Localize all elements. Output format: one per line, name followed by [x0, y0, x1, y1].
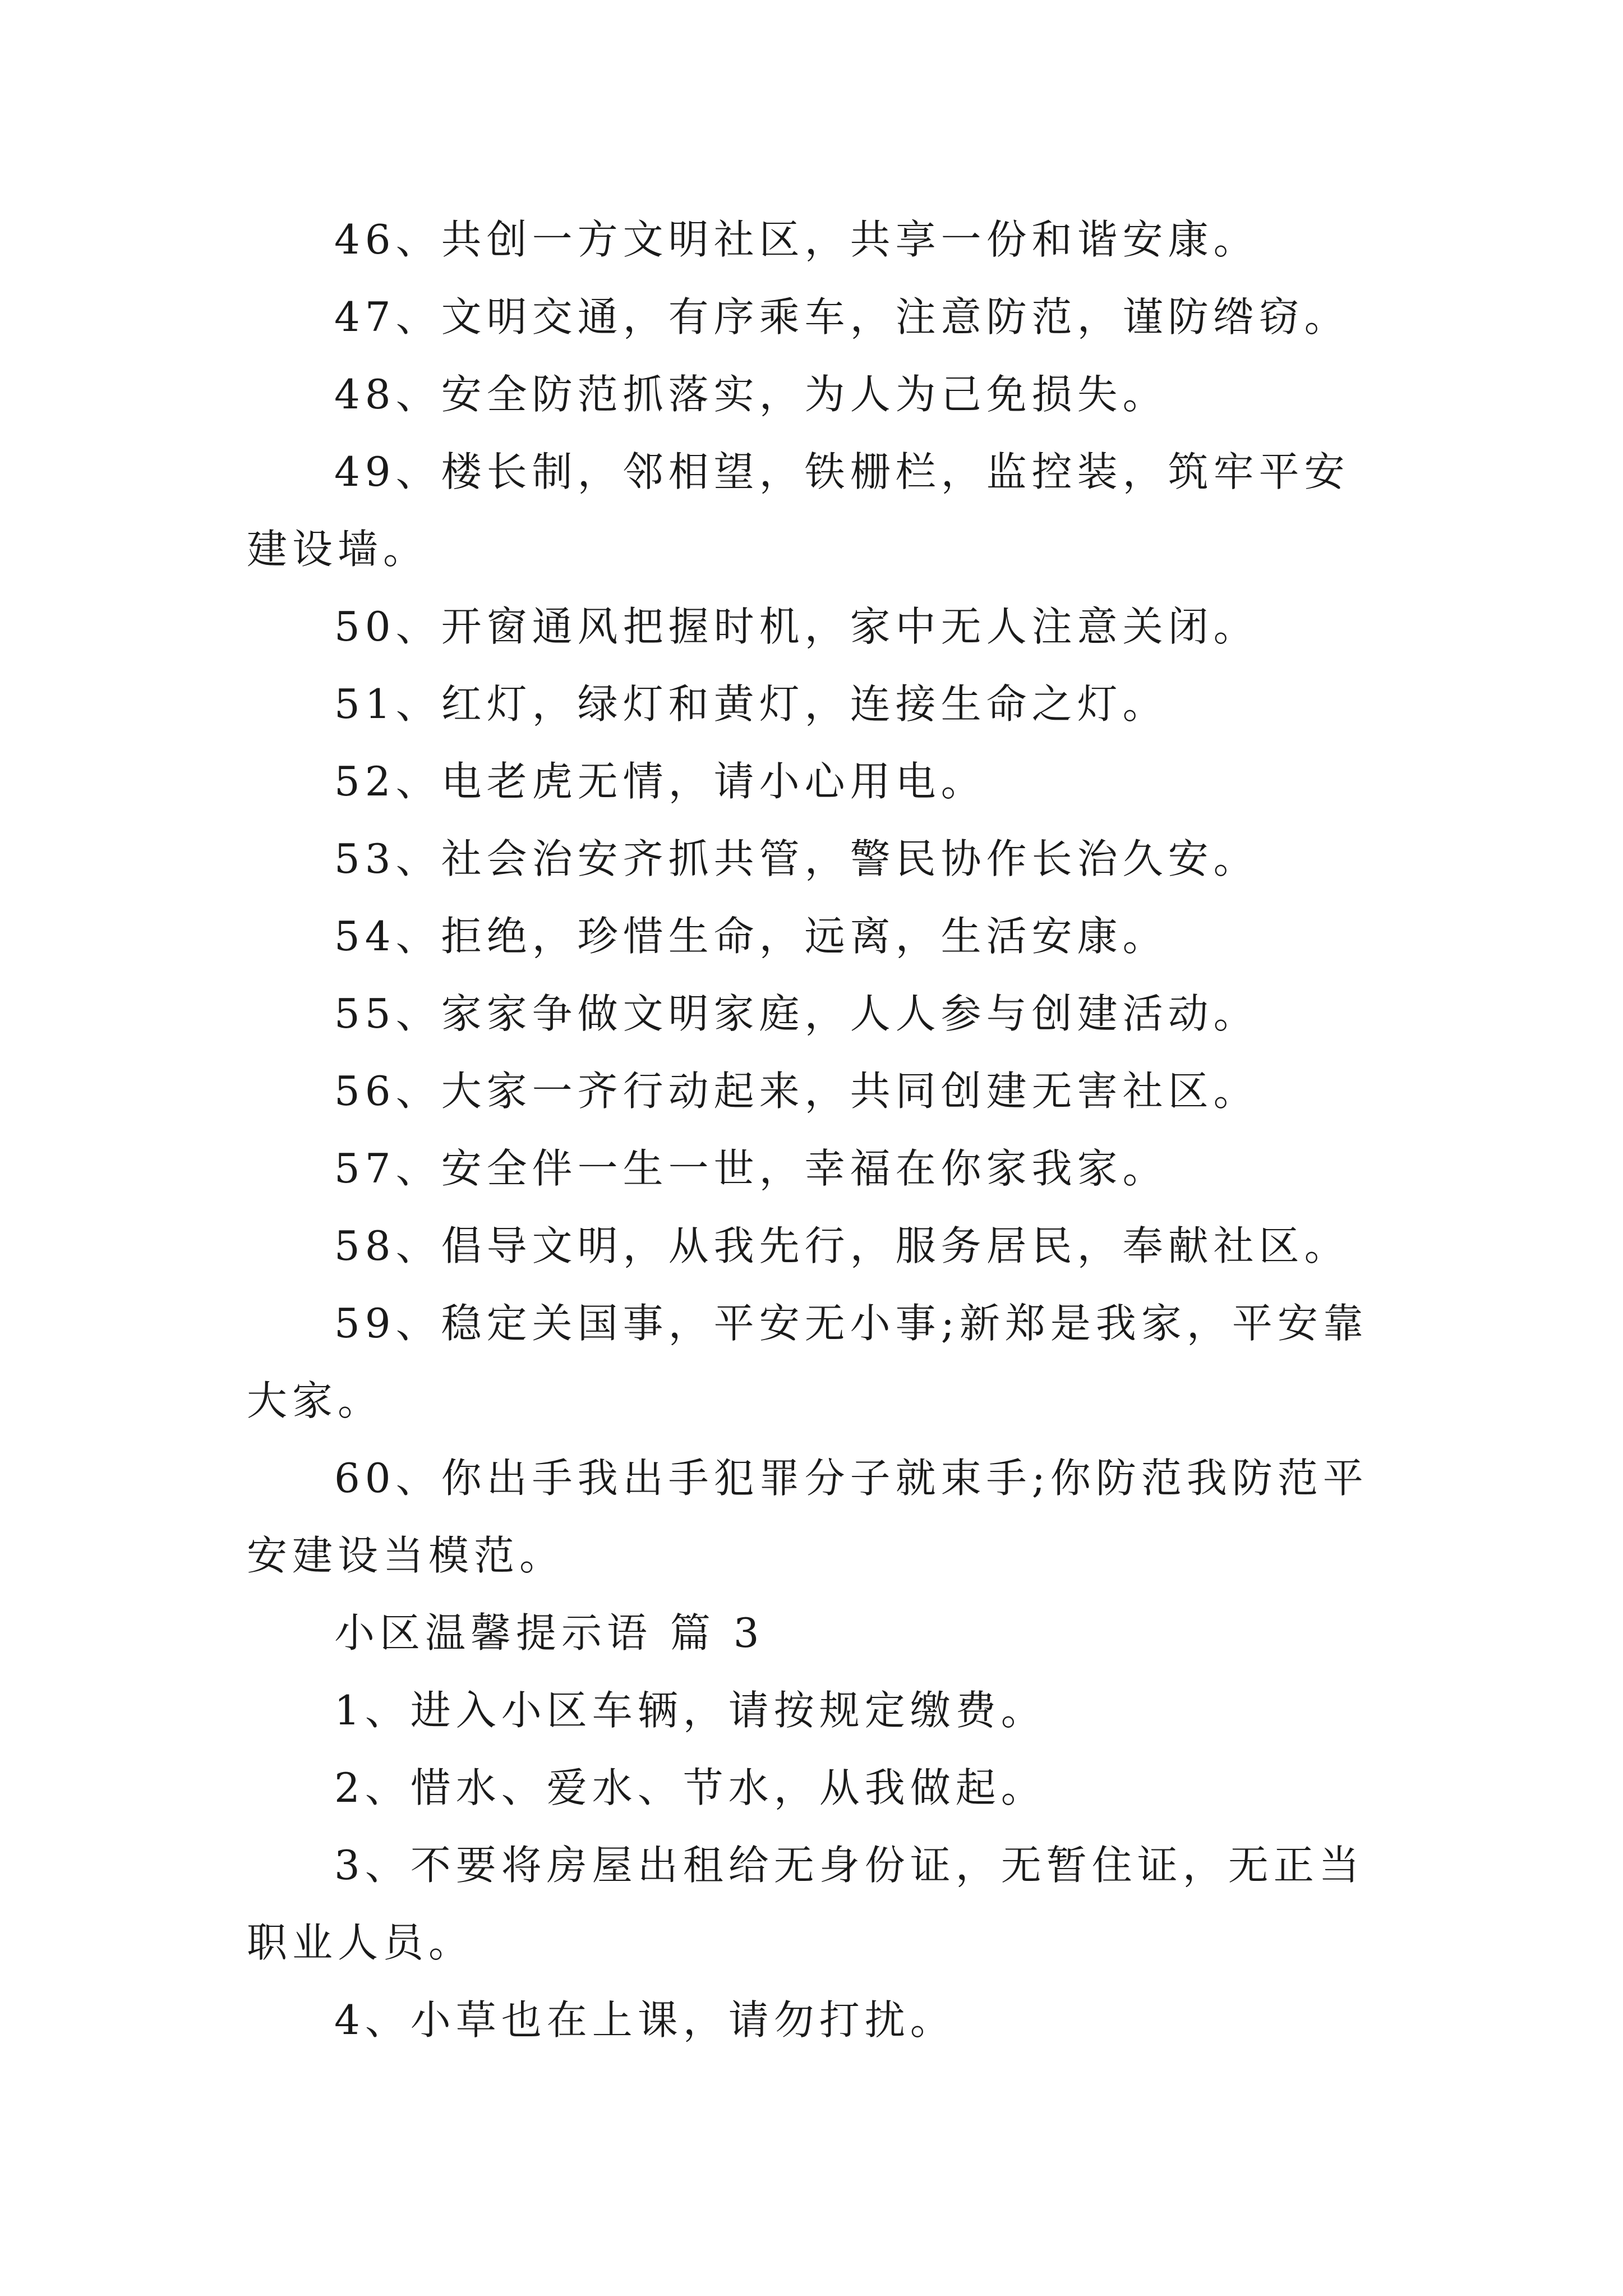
- slogan-58: 58、倡导文明，从我先行，服务居民，奉献社区。: [334, 1222, 1350, 1269]
- slogan-48: 48、安全防范抓落实，为人为己免损失。: [334, 371, 1168, 418]
- slogan-53: 53、社会治安齐抓共管，警民协作长治久安。: [334, 835, 1259, 882]
- tip-1: 1、进入小区车辆，请按规定缴费。: [334, 1687, 1046, 1734]
- slogan-51: 51、红灯，绿灯和黄灯，连接生命之灯。: [334, 680, 1168, 728]
- tip-3: 3、不要将房屋出租给无身份证，无暂住证，无正当职业人员。: [247, 1842, 1364, 1966]
- slogan-55: 55、家家争做文明家庭，人人参与创建活动。: [334, 990, 1259, 1037]
- slogan-56: 56、大家一齐行动起来，共同创建无害社区。: [334, 1068, 1259, 1115]
- slogan-52: 52、电老虎无情，请小心用电。: [334, 758, 986, 805]
- tip-4: 4、小草也在上课，请勿打扰。: [334, 1996, 956, 2044]
- slogan-46: 46、共创一方文明社区，共享一份和谐安康。: [334, 216, 1259, 263]
- slogan-59: 59、稳定关国事，平安无小事;新郑是我家，平安靠大家。: [247, 1300, 1368, 1424]
- document-body: [247, 201, 1385, 2059]
- section-heading: 小区温馨提示语 篇 3: [334, 1609, 764, 1657]
- slogan-54: 54、拒绝，珍惜生命，远离，生活安康。: [334, 913, 1168, 960]
- tip-2: 2、惜水、爱水、节水，从我做起。: [334, 1764, 1046, 1811]
- slogan-49: 49、楼长制，邻相望，铁栅栏，监控装，筑牢平安建设墙。: [247, 448, 1350, 573]
- slogan-50: 50、开窗通风把握时机，家中无人注意关闭。: [334, 603, 1259, 650]
- slogan-60: 60、你出手我出手犯罪分子就束手;你防范我防范平安建设当模范。: [247, 1455, 1368, 1579]
- slogan-57: 57、安全伴一生一世，幸福在你家我家。: [334, 1145, 1168, 1192]
- slogan-47: 47、文明交通，有序乘车，注意防范，谨防绺窃。: [334, 293, 1350, 341]
